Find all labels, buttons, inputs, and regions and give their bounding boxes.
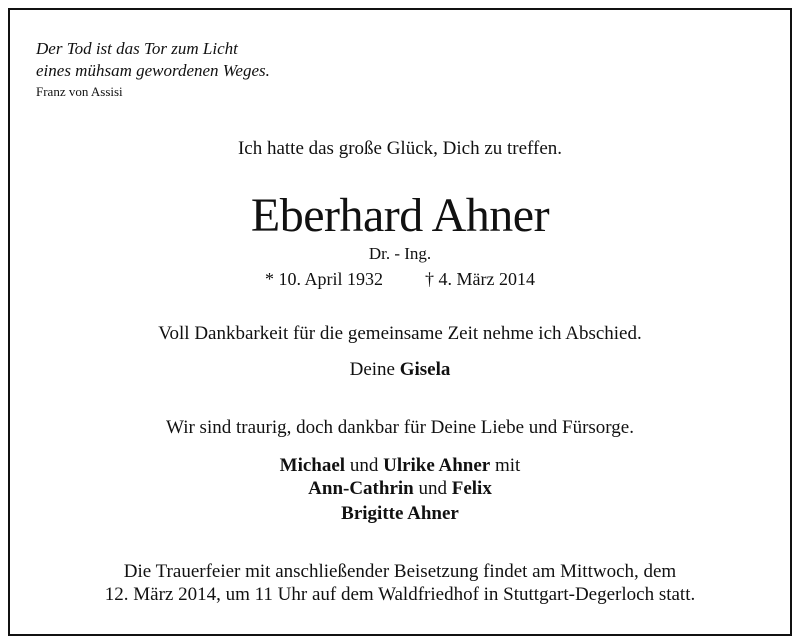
academic-title: Dr. - Ing.: [368, 244, 432, 263]
motto-line-1: Der Tod ist das Tor zum Licht: [36, 39, 238, 58]
sadness-text: Wir sind traurig, doch dankbar für Deine Liebe und Fürsorge.: [166, 417, 634, 438]
family-michael: Michael: [279, 455, 346, 476]
family-line-2: [0, 478, 800, 500]
family-felix: Felix: [451, 478, 492, 499]
family-und-2: und: [418, 478, 447, 499]
death-date: † 4. März 2014: [425, 269, 535, 289]
obituary-frame: [8, 8, 792, 636]
funeral-line-1: Die Trauerfeier mit anschließender Beisetzung findet am Mittwoch, dem: [123, 561, 677, 582]
family-line-3: [0, 503, 800, 525]
funeral-line-2: 12. März 2014, um 11 Uhr auf dem Waldfriedhof in Stuttgart-Degerloch statt.: [104, 584, 696, 605]
birth-date: * 10. April 1932: [265, 269, 384, 289]
family-ann-cathrin: Ann-Cathrin: [308, 478, 414, 499]
family-mit: mit: [494, 455, 521, 476]
family-und-1: und: [349, 455, 379, 476]
motto-line-2: eines mühsam gewordenen Weges.: [36, 61, 270, 80]
spouse-signature: [0, 359, 800, 381]
life-dates: [0, 269, 800, 290]
family-ulrike: Ulrike Ahner: [383, 455, 491, 476]
deceased-name: Eberhard Ahner: [250, 189, 550, 242]
motto-author: Franz von Assisi: [36, 84, 123, 99]
farewell-text: Voll Dankbarkeit für die gemeinsame Zeit nehme ich Abschied.: [158, 323, 642, 344]
family-brigitte: Brigitte Ahner: [341, 503, 459, 524]
intro-text: Ich hatte das große Glück, Dich zu treffen.: [237, 138, 563, 159]
family-line-1: [0, 455, 800, 477]
motto-block: [36, 38, 270, 102]
spouse-name: Gisela: [399, 359, 451, 380]
funeral-notice: [0, 560, 800, 606]
spouse-prefix: Deine: [349, 359, 395, 380]
